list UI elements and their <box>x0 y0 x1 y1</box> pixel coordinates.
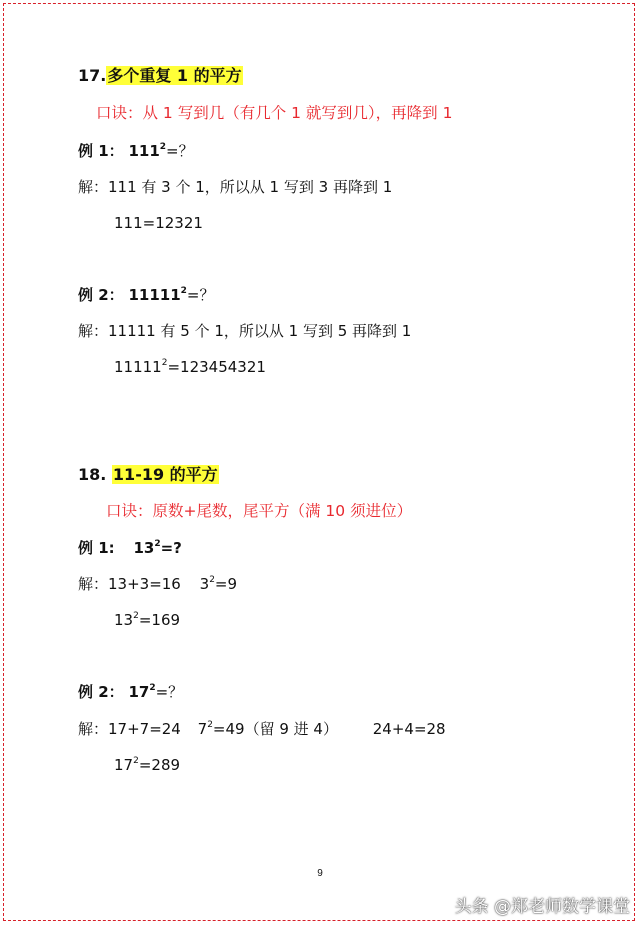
example-exponent: 2 <box>149 683 156 693</box>
page-number: 9 <box>317 868 323 879</box>
section-17-example-2-solution: 解：11111 有 5 个 1，所以从 1 写到 5 再降到 1 <box>78 322 412 340</box>
section-18-example-2 <box>78 681 183 703</box>
section-17-rule: 口诀：从 1 写到几（有几个 1 就写到几），再降到 1 <box>96 104 453 122</box>
section-17-number: 17. <box>78 66 107 85</box>
example-base: 17 <box>128 683 150 701</box>
watermark: 头条 @郑老师数学课堂 <box>454 897 630 917</box>
section-18-heading <box>78 464 219 486</box>
example-label: 例 2： <box>78 286 124 304</box>
section-17-example-2-result <box>114 356 266 378</box>
example-tail: =？ <box>166 142 194 160</box>
result-base: 17 <box>114 756 134 774</box>
solution-step-b-exponent: 2 <box>209 575 215 585</box>
section-17-example-2 <box>78 284 214 306</box>
example-label: 例 2： <box>78 683 124 701</box>
example-base: 111 <box>128 142 160 160</box>
example-exponent: 2 <box>159 142 167 152</box>
section-17-example-1-result: 111=12321 <box>114 214 203 232</box>
solution-step-b-tail: =9 <box>214 575 238 593</box>
example-tail: =？ <box>155 683 184 701</box>
solution-step-b-base: 3 <box>199 575 210 593</box>
example-label: 例 1： <box>78 142 124 160</box>
section-17-example-1 <box>78 140 194 162</box>
result-exponent: 2 <box>133 611 139 621</box>
solution-step-c: 24+4=28 <box>372 720 446 738</box>
section-17-heading <box>78 65 243 87</box>
section-17-example-1-solution: 解：111 有 3 个 1，所以从 1 写到 3 再降到 1 <box>78 178 393 196</box>
section-18-example-1-result <box>114 609 180 631</box>
solution-step-b-tail: =49（留 9 进 4） <box>212 720 338 738</box>
example-tail: =？ <box>186 286 215 304</box>
section-18-example-2-result <box>114 754 180 776</box>
section-18-title: 11-19 的平方 <box>112 465 218 484</box>
example-base: 13 <box>133 539 155 557</box>
solution-step-a: 解：17+7=24 <box>78 720 181 738</box>
result-exponent: 2 <box>133 756 139 766</box>
solution-step-b-exponent: 2 <box>207 720 213 730</box>
example-base: 11111 <box>128 286 181 304</box>
section-18-example-1 <box>78 537 182 559</box>
section-18-rule: 口诀：原数+尾数，尾平方（满 10 须进位） <box>106 502 413 520</box>
solution-step-b-base: 7 <box>197 720 208 738</box>
example-exponent: 2 <box>180 286 187 296</box>
section-18-number: 18. <box>78 465 112 484</box>
result-tail: =123454321 <box>167 358 266 376</box>
result-base: 11111 <box>114 358 162 376</box>
result-tail: =169 <box>138 611 181 629</box>
result-base: 13 <box>114 611 134 629</box>
result-tail: =289 <box>138 756 181 774</box>
result-exponent: 2 <box>161 358 168 368</box>
section-17-title: 多个重复 1 的平方 <box>107 66 242 85</box>
example-label: 例 1: <box>78 539 115 557</box>
example-tail: =? <box>160 539 182 557</box>
example-exponent: 2 <box>154 539 161 549</box>
section-18-example-1-solution <box>78 573 237 595</box>
solution-step-a: 解：13+3=16 <box>78 575 181 593</box>
section-18-example-2-solution <box>78 718 446 740</box>
